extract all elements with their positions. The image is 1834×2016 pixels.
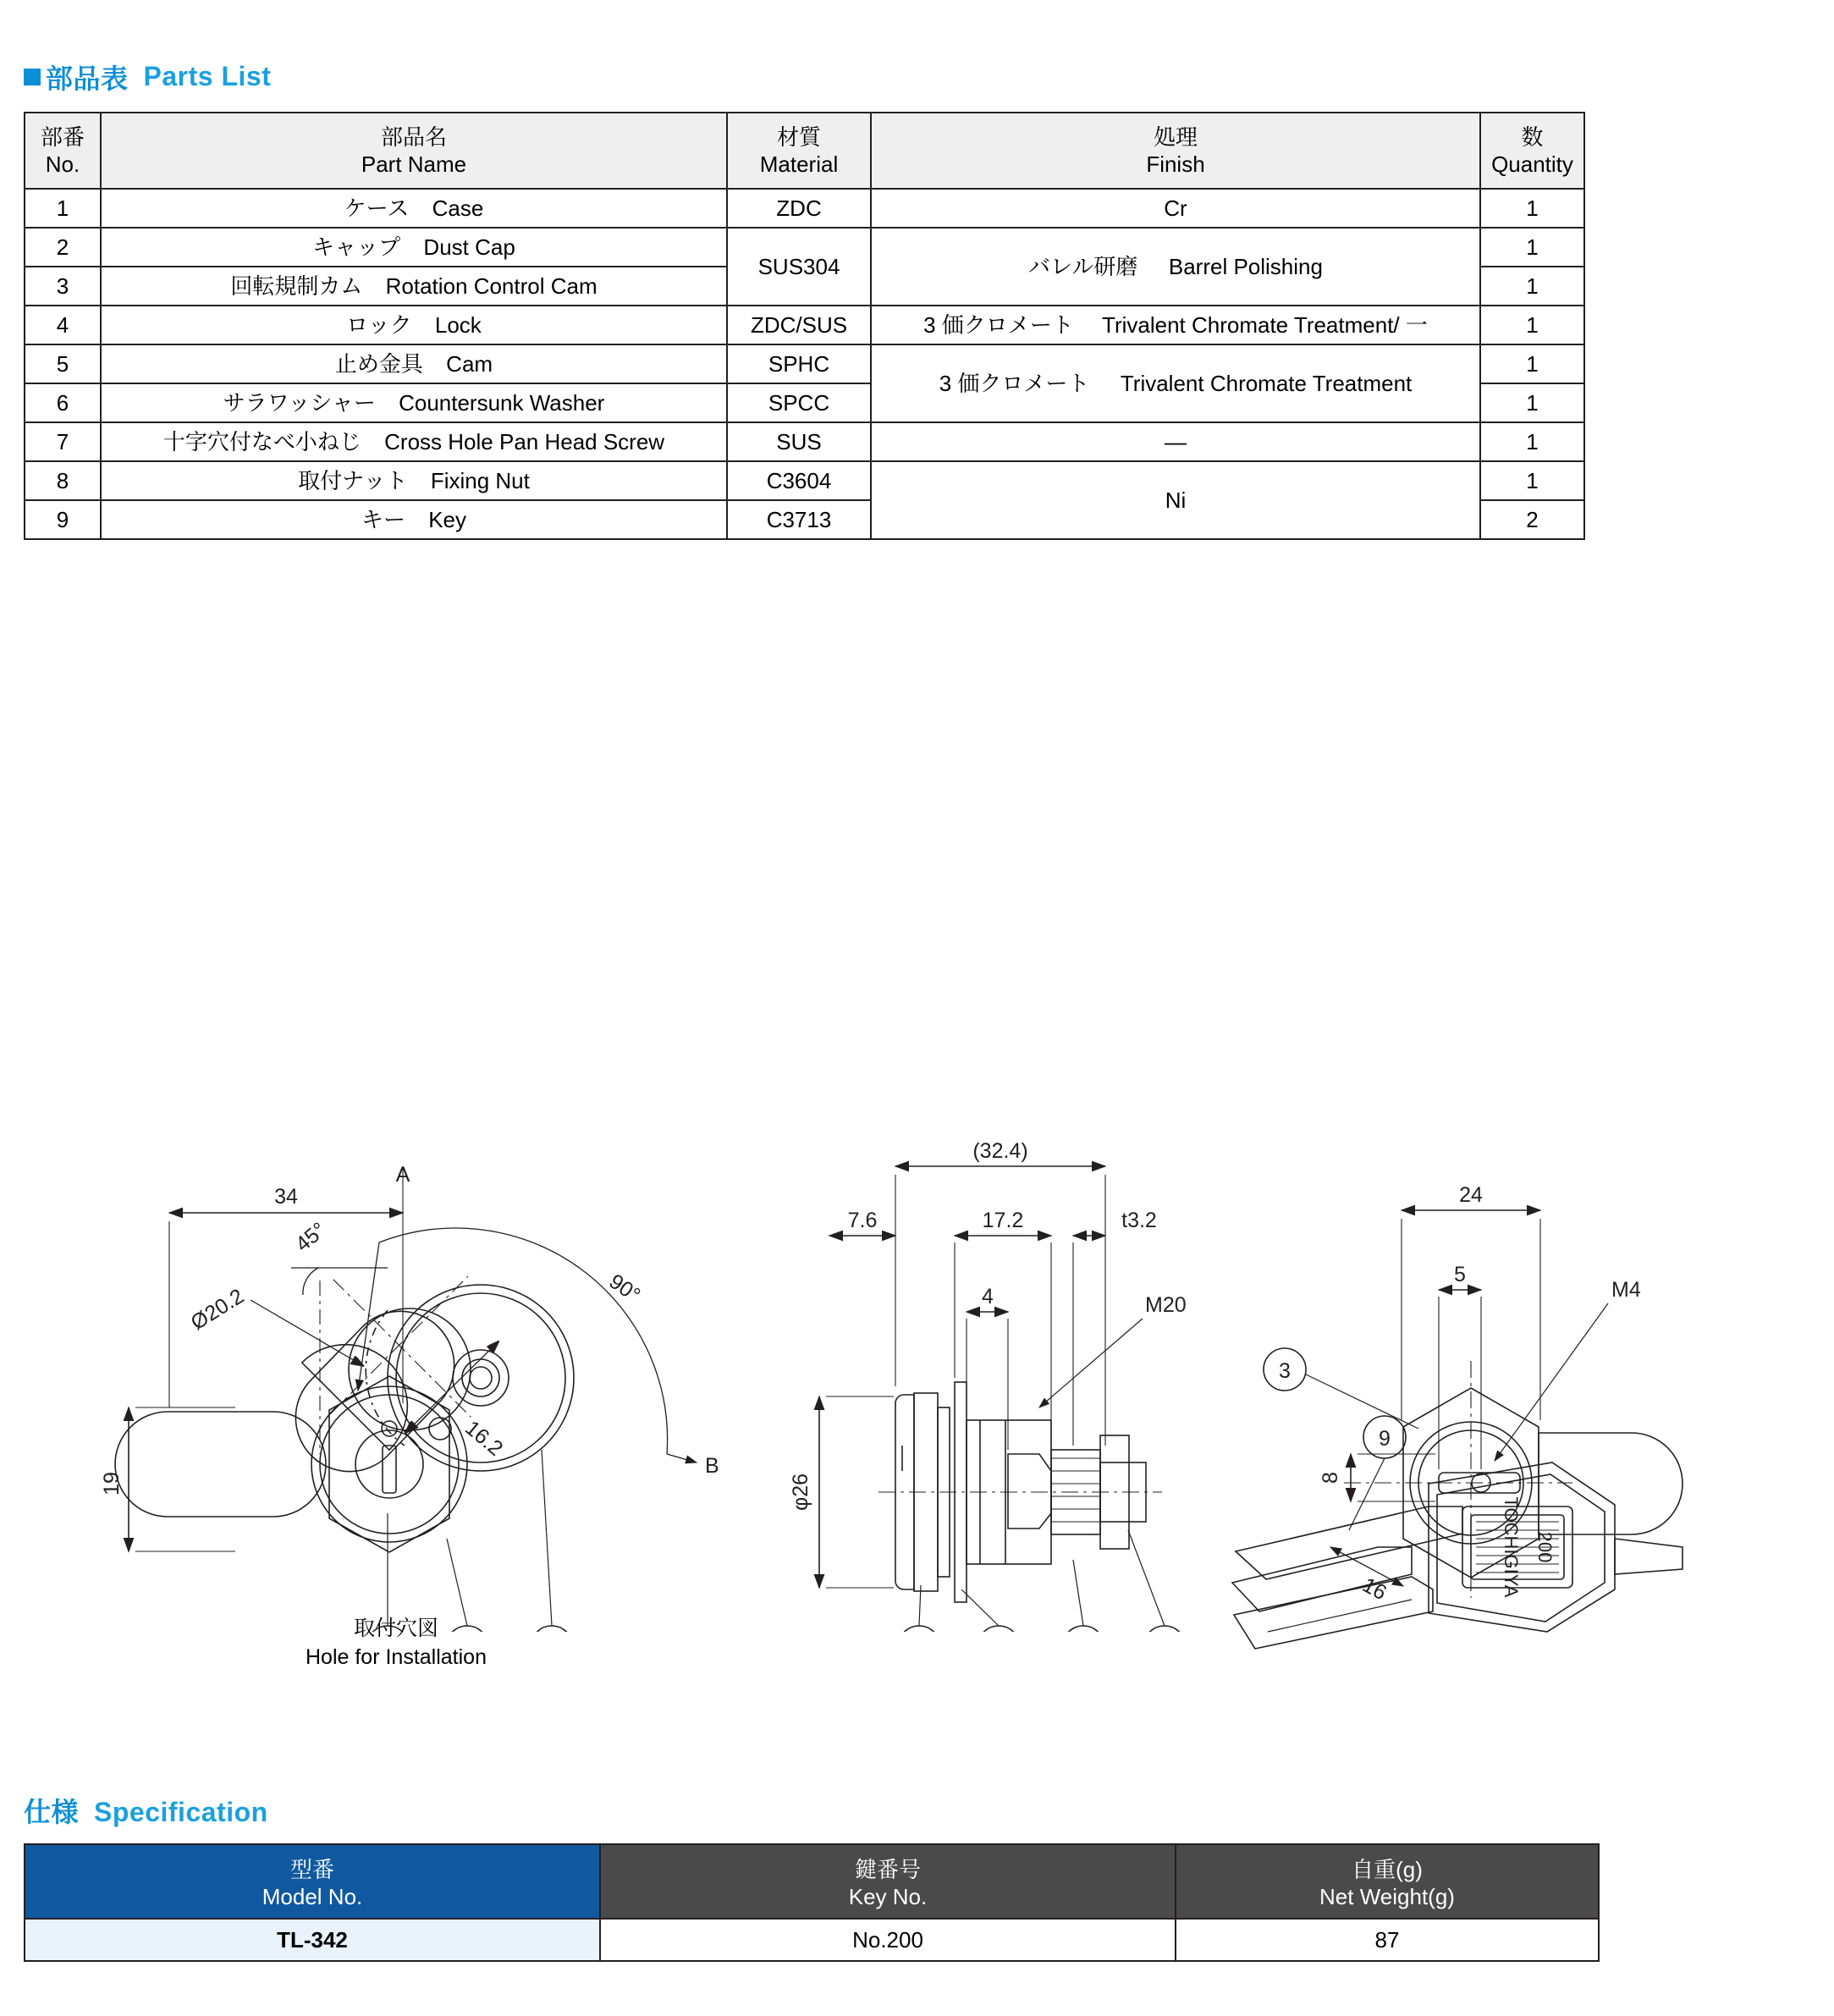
col-header-qty-en: Quantity <box>1491 151 1573 177</box>
cell-no: 3 <box>25 267 101 306</box>
cell-finish: 3 価クロメート Trivalent Chromate Treatment/ 一 <box>871 306 1480 344</box>
table-row <box>25 461 1584 500</box>
dim-24: 24 <box>1459 1183 1483 1207</box>
cell-qty: 1 <box>1480 422 1584 461</box>
spec-cell-model: TL-342 <box>25 1919 600 1961</box>
spec-heading-jp: 仕様 <box>24 1797 80 1827</box>
col-header-no <box>25 113 101 189</box>
cell-name <box>101 383 727 422</box>
cell-qty: 1 <box>1480 344 1584 383</box>
dim-16-2: 16.2 <box>460 1416 508 1461</box>
col-header-no-en: No. <box>45 151 80 177</box>
col-header-no-jp: 部番 <box>40 124 85 150</box>
dim-4: 4 <box>982 1285 994 1308</box>
parts-heading-jp: 部品表 <box>46 63 129 94</box>
cell-material-merged: SUS304 <box>727 228 871 306</box>
cell-finish: — <box>871 422 1480 461</box>
col-header-material <box>727 113 871 189</box>
cell-material: SPCC <box>727 383 871 422</box>
cell-name-jp: ロック <box>346 311 412 338</box>
spec-col-keyno <box>600 1844 1176 1919</box>
cell-finish-merged: Ni <box>871 461 1480 539</box>
cell-no: 7 <box>25 422 101 461</box>
parts-heading-en: Parts List <box>143 61 272 91</box>
cell-qty: 1 <box>1480 189 1584 228</box>
specification-table <box>24 1843 1600 1962</box>
cell-name-en: Cam <box>446 350 493 377</box>
spec-col-keyno-jp: 鍵番号 <box>854 1857 921 1882</box>
cell-name-jp: ケース <box>344 195 410 221</box>
cell-finish-merged <box>871 228 1480 306</box>
cell-material: SUS <box>727 422 871 461</box>
cell-name-en: Rotation Control Cam <box>385 273 598 299</box>
col-header-qty <box>1480 113 1584 189</box>
spec-col-weight-en: Net Weight(g) <box>1319 1884 1455 1909</box>
cell-name <box>101 500 727 539</box>
dim-17-2: 17.2 <box>982 1209 1024 1232</box>
cell-name-en: Fixing Nut <box>430 467 530 493</box>
cell-material: ZDC <box>727 189 871 228</box>
finish-en: Trivalent Chromate Treatment <box>1120 370 1413 396</box>
col-header-name-en: Part Name <box>361 151 467 177</box>
col-header-name-jp: 部品名 <box>380 124 447 150</box>
cell-name-jp: 十字穴付なべ小ねじ <box>162 428 361 454</box>
spec-col-weight-jp: 自重(g) <box>1352 1857 1423 1882</box>
cell-no: 6 <box>25 383 101 422</box>
cell-name-jp: サラワッシャー <box>223 389 376 416</box>
hole-view-caption <box>278 1615 515 1672</box>
cell-no: 1 <box>25 189 101 228</box>
parts-list-table <box>24 112 1585 540</box>
cell-name <box>101 344 727 383</box>
parts-list-table-wrap <box>24 112 1810 540</box>
balloon-3: 3 <box>1279 1359 1291 1383</box>
spec-cell-weight: 87 <box>1176 1919 1599 1961</box>
spec-col-weight <box>1176 1844 1599 1919</box>
cell-name-en: Key <box>428 506 467 532</box>
cell-no: 9 <box>25 500 101 539</box>
col-header-material-en: Material <box>759 151 839 177</box>
spec-header-row <box>25 1844 1599 1919</box>
table-row <box>25 344 1584 383</box>
col-header-name <box>101 113 727 189</box>
dim-32-4: (32.4) <box>972 1139 1028 1163</box>
cell-name <box>101 306 727 344</box>
cell-name-en: Lock <box>434 311 482 338</box>
cell-name <box>101 267 727 306</box>
specification-section <box>24 1791 1810 1962</box>
cell-qty: 2 <box>1480 500 1584 539</box>
table-row <box>25 189 1584 228</box>
finish-jp: バレル研磨 <box>1028 253 1138 279</box>
finish-en: Barrel Polishing <box>1168 253 1323 279</box>
angle-45: 45° <box>290 1217 331 1257</box>
cell-finish: Cr <box>871 189 1480 228</box>
col-header-material-jp: 材質 <box>776 124 821 150</box>
bullet-square-icon <box>24 69 41 85</box>
cell-name-en: Dust Cap <box>423 234 515 260</box>
label-B: B <box>705 1454 719 1478</box>
thread-M20: M20 <box>1145 1293 1187 1317</box>
cell-no: 8 <box>25 461 101 500</box>
dim-5: 5 <box>1454 1263 1466 1286</box>
bottom-drawings <box>24 1192 1810 1716</box>
spec-heading-en: Specification <box>94 1797 268 1827</box>
cell-material: SPHC <box>727 344 871 383</box>
cell-name-jp: 取付ナット <box>298 467 408 493</box>
cell-name <box>101 461 727 500</box>
angle-90: 90° <box>604 1269 645 1308</box>
spec-row <box>25 1919 1599 1961</box>
dim-8: 8 <box>1319 1472 1342 1484</box>
cell-name-jp: 回転規制カム <box>230 273 363 299</box>
specification-heading <box>24 1791 1810 1830</box>
cell-no: 2 <box>25 228 101 267</box>
cell-name-jp: キー <box>361 506 405 532</box>
datasheet-page <box>0 58 1834 2016</box>
table-row <box>25 228 1584 267</box>
cell-name <box>101 422 727 461</box>
key-number: 200 <box>1534 1531 1556 1563</box>
hole-caption-jp: 取付穴図 <box>353 1617 438 1640</box>
cell-name <box>101 189 727 228</box>
spec-cell-keyno: No.200 <box>600 1919 1176 1961</box>
parts-list-heading <box>24 58 1810 96</box>
dim-phi20-2: Ø20.2 <box>186 1284 249 1336</box>
spec-col-model <box>25 1844 600 1919</box>
cell-name-jp: 止め金具 <box>334 350 423 377</box>
spec-col-model-en: Model No. <box>262 1884 363 1909</box>
cell-material: ZDC/SUS <box>727 306 871 344</box>
dim-phi26: φ26 <box>789 1473 812 1512</box>
cell-qty: 1 <box>1480 383 1584 422</box>
col-header-finish <box>871 113 1480 189</box>
balloon-9: 9 <box>1379 1427 1391 1451</box>
cell-qty: 1 <box>1480 228 1584 267</box>
spec-col-keyno-en: Key No. <box>848 1884 928 1909</box>
col-header-finish-jp: 処理 <box>1153 124 1198 150</box>
cell-name <box>101 228 727 267</box>
table-row <box>25 306 1584 344</box>
col-header-finish-en: Finish <box>1146 151 1205 177</box>
hole-caption-en: Hole for Installation <box>305 1644 487 1669</box>
cell-material: C3713 <box>727 500 871 539</box>
label-A: A <box>395 1163 410 1187</box>
dim-t3-2: t3.2 <box>1121 1209 1157 1232</box>
table-header-row <box>25 113 1584 189</box>
cell-finish-merged <box>871 344 1480 422</box>
table-row <box>25 422 1584 461</box>
cell-qty: 1 <box>1480 461 1584 500</box>
spec-col-model-jp: 型番 <box>289 1857 334 1882</box>
cell-qty: 1 <box>1480 267 1584 306</box>
cell-name-jp: キャップ <box>312 234 401 260</box>
col-header-qty-jp: 数 <box>1521 124 1544 150</box>
dim-16: 16 <box>1358 1573 1391 1606</box>
thread-M4: M4 <box>1611 1278 1641 1302</box>
finish-jp: 3 価クロメート <box>939 370 1090 396</box>
dim-19: 19 <box>100 1472 124 1495</box>
cell-material: C3604 <box>727 461 871 500</box>
cell-name-en: Countersunk Washer <box>399 389 605 416</box>
key-view <box>1232 1416 1683 1649</box>
cell-no: 5 <box>25 344 101 383</box>
dim-34: 34 <box>274 1185 298 1209</box>
dim-7-6: 7.6 <box>847 1209 878 1232</box>
cell-name-en: Case <box>432 195 484 221</box>
cell-name-en: Cross Hole Pan Head Screw <box>384 428 665 454</box>
key-brand: TOCHIGIYA <box>1501 1496 1522 1598</box>
cell-no: 4 <box>25 306 101 344</box>
cell-qty: 1 <box>1480 306 1584 344</box>
hole-view <box>187 1218 508 1472</box>
